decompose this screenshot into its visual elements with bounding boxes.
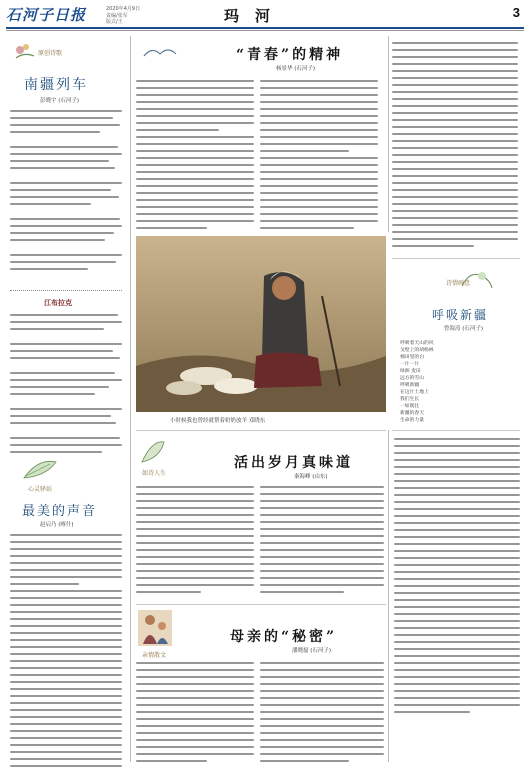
verse-line [10, 367, 122, 375]
verse-line: 棉田里的白 [400, 355, 424, 360]
column-divider [388, 36, 389, 232]
verse-line [10, 140, 122, 148]
article-title: 最美的声音 [22, 504, 98, 519]
article-body-col1 [136, 80, 254, 234]
article-title: “青春”的精神 [236, 47, 344, 63]
issue-meta [106, 6, 140, 26]
poem-title: 南疆列车 [24, 77, 88, 93]
section-tag: 如诗人生 [142, 470, 167, 477]
divider [392, 430, 520, 431]
bird-ornament-icon [140, 42, 180, 62]
section-tag: 原创诗歌 [38, 50, 63, 57]
painting-caption: 小时候我也曾经就帮着奶奶放羊 邓晓东 [170, 418, 266, 424]
left-column [6, 36, 128, 766]
verse-line [10, 344, 122, 352]
masthead [6, 4, 524, 28]
article-author: 秦海峰 (山东) [294, 474, 328, 480]
article-title: 活出岁月真味道 [234, 455, 353, 471]
verse-line: 一片一片 [400, 362, 420, 367]
leaf-ornament-icon [20, 456, 60, 482]
section-tag: 诗情画意 [446, 280, 471, 287]
verse-line [10, 110, 122, 118]
poem-author: 曾海涛 (石河子) [444, 326, 484, 332]
poem-verse-text [10, 110, 122, 280]
verse-line: 在这片土地上 [400, 390, 429, 395]
column-divider [388, 430, 389, 762]
verse-line: 一如既往 [400, 404, 420, 409]
verse-line: 我们生长 [400, 397, 420, 402]
section-ornament [138, 436, 168, 466]
section-tag: 亲情散文 [142, 652, 167, 659]
newspaper-logo: 石河子日报 [6, 6, 87, 24]
verse-line: 戈壁上的胡杨林 [400, 348, 434, 353]
issue-meta-line: 版式/王 [106, 19, 123, 25]
painting-image [136, 236, 386, 412]
issue-meta-line: 责编/张军 [106, 12, 128, 19]
verse-line [10, 329, 122, 337]
poem-author: 彭晓宇 (石河子) [40, 98, 80, 104]
article-body-col3 [392, 42, 518, 252]
poem-verse-text-2 [10, 314, 122, 464]
verse-line [10, 314, 122, 322]
article-body-col7 [136, 662, 254, 767]
article-author: 潘晓磊 (石河子) [292, 648, 332, 654]
poem-verse [400, 340, 520, 424]
article-body-col4 [394, 438, 520, 718]
divider [10, 290, 122, 291]
family-illustration [138, 610, 172, 646]
verse-line [10, 148, 122, 156]
verse-line: 远方的雪山 [400, 376, 424, 381]
article-title: 母亲的“秘密” [230, 629, 338, 645]
article-author: 杨景华 (石河子) [276, 66, 316, 72]
poem-title: 呼吸新疆 [432, 308, 489, 322]
article-body [10, 534, 122, 770]
header-rule [6, 27, 524, 29]
section-title: 玛河 [224, 7, 287, 25]
section-tag: 心灵驿站 [28, 486, 53, 493]
mother-child-icon [138, 610, 172, 646]
issue-meta-line: 2020年4月9日 [106, 6, 141, 12]
poem-subtitle: 江布拉克 [44, 298, 72, 307]
article-body-col2 [260, 80, 378, 234]
verse-line: 生命的力量 [400, 418, 424, 423]
article-body-col5 [136, 486, 254, 598]
painting-artwork [136, 236, 386, 412]
verse-line [10, 125, 122, 133]
article-body-col6 [260, 486, 384, 598]
verse-line [10, 352, 122, 360]
verse-line [10, 163, 122, 171]
page-number: 3 [512, 5, 520, 20]
column-divider [130, 36, 131, 762]
leaf-ornament-icon [138, 436, 168, 466]
verse-line: 绿洲 麦田 [400, 369, 421, 374]
article-body-col8 [260, 662, 384, 767]
divider [136, 604, 386, 605]
divider [392, 258, 520, 259]
verse-line: 呼吸新疆 [400, 383, 420, 388]
flower-ornament-icon [12, 40, 38, 60]
header-rule-thin [6, 30, 524, 31]
verse-line: 呼吸着天山的风 [400, 341, 434, 346]
article-author: 赵启乃 (喀什) [40, 522, 74, 528]
divider [136, 430, 386, 431]
verse-line: 新疆的春天 [400, 411, 424, 416]
